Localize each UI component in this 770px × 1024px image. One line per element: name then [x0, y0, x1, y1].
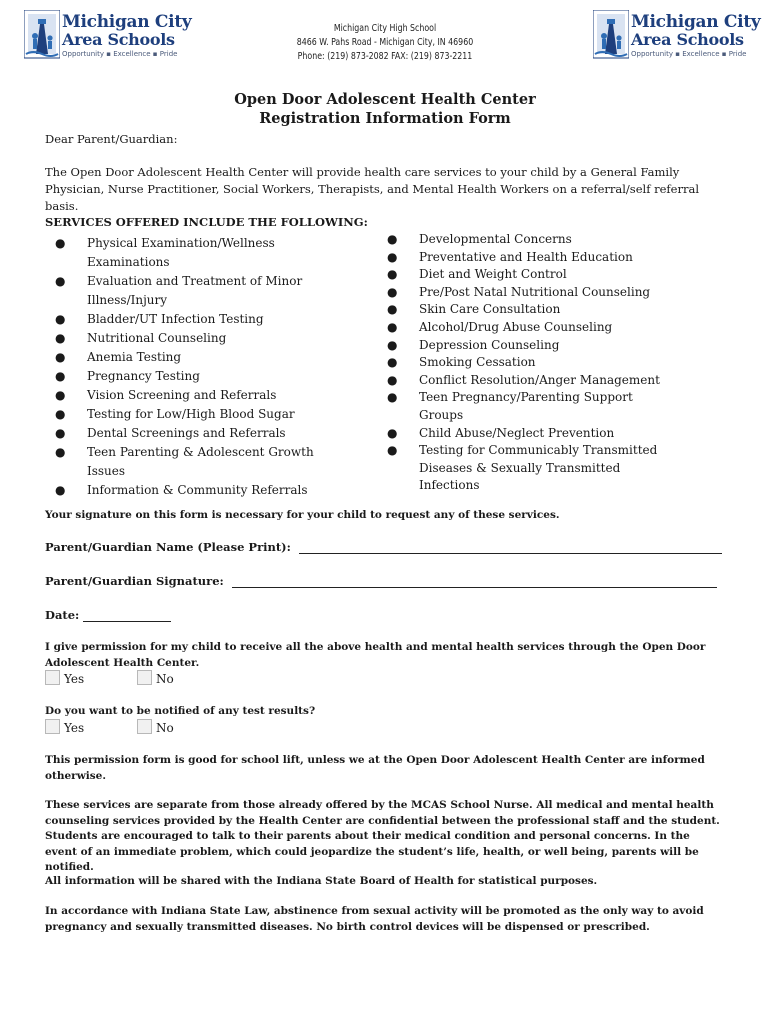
- service-item: [387, 301, 677, 319]
- service-label: Child Abuse/Neglect Prevention: [419, 425, 615, 440]
- service-item: [387, 389, 677, 424]
- bullet-icon: ●: [55, 274, 66, 288]
- service-item: [387, 266, 677, 284]
- permission-question: I give permission for my child to receive all the above health and mental health services through the Open Door Adolescent Health Center.: [45, 641, 706, 669]
- guardian-signature-field[interactable]: [232, 587, 717, 588]
- service-label: Diet and Weight Control: [419, 267, 567, 282]
- logo-name-line1: Michigan City: [62, 12, 192, 32]
- date-label: Date:: [45, 608, 80, 622]
- bullet-icon: ●: [387, 337, 398, 352]
- service-label: Teen Pregnancy/Parenting Support Groups: [419, 390, 633, 422]
- bullet-icon: ●: [387, 284, 398, 299]
- service-label: Dental Screenings and Referrals: [87, 426, 286, 440]
- school-phone: Phone: (219) 873-2082 FAX: (219) 873-2211: [297, 51, 473, 62]
- service-label: Bladder/UT Infection Testing: [87, 312, 264, 326]
- permission-no-label: No: [156, 672, 174, 686]
- permission-yes-label: Yes: [64, 672, 85, 686]
- bullet-icon: ●: [55, 331, 66, 345]
- logo-tagline: Opportunity ▪ Excellence ▪ Pride: [631, 50, 747, 58]
- service-label: Physical Examination/Wellness Examinations: [87, 236, 275, 269]
- abstinence-paragraph: In accordance with Indiana State Law, abstinence from sexual activity will be promoted as the only way to avoid pregnancy and sexually transmitted diseases. No birth control devices will be dispensed or prescribed.: [45, 905, 704, 933]
- service-label: Information & Community Referrals: [87, 483, 308, 497]
- bullet-icon: ●: [387, 249, 398, 264]
- logo-name-line1: Michigan City: [631, 12, 761, 32]
- service-item: [387, 284, 677, 302]
- service-item: [387, 337, 677, 355]
- school-name: Michigan City High School: [333, 23, 437, 34]
- service-label: Anemia Testing: [87, 350, 182, 364]
- school-address: 8466 W. Pahs Road - Michigan City, IN 46960: [296, 37, 474, 48]
- service-item: [387, 372, 677, 390]
- bullet-icon: ●: [55, 312, 66, 326]
- service-item: [387, 354, 677, 372]
- bullet-icon: ●: [55, 445, 66, 459]
- permission-no-option[interactable]: [137, 670, 174, 686]
- logo-tagline: Opportunity ▪ Excellence ▪ Pride: [62, 50, 178, 58]
- bullet-icon: ●: [387, 302, 398, 317]
- notify-no-option[interactable]: [137, 719, 174, 735]
- bullet-icon: ●: [387, 319, 398, 334]
- service-item: [55, 348, 345, 367]
- service-label: Developmental Concerns: [419, 232, 572, 246]
- service-item: [387, 231, 677, 249]
- permission-validity-paragraph: This permission form is good for school lift, unless we at the Open Door Adolescent Health Center are informed otherwise.: [45, 754, 705, 782]
- service-label: Pregnancy Testing: [87, 369, 200, 383]
- bullet-icon: ●: [387, 355, 398, 370]
- lighthouse-logo-icon: [593, 10, 629, 60]
- permission-no-checkbox[interactable]: [137, 670, 152, 685]
- services-heading: SERVICES OFFERED INCLUDE THE FOLLOWING:: [45, 215, 368, 229]
- guardian-signature-label: Parent/Guardian Signature:: [45, 574, 224, 588]
- service-label: Pre/Post Natal Nutritional Counseling: [419, 284, 651, 299]
- service-label: Conflict Resolution/Anger Management: [419, 372, 660, 387]
- permission-yes-checkbox[interactable]: [45, 670, 60, 685]
- service-label: Skin Care Consultation: [419, 302, 561, 317]
- confidentiality-paragraph: These services are separate from those already offered by the MCAS School Nurse. All medical and mental health counseling services provided by the Health Center are confidential between the professional staff and the student. Students are encouraged to talk to their parents about their medical condition and personal concerns. In the event of an immediate problem, which could jeopardize the student’s life, health, or well being, parents will be notified.: [45, 799, 720, 873]
- bullet-icon: ●: [55, 388, 66, 402]
- service-item: [387, 425, 677, 443]
- services-list-right: [387, 231, 677, 495]
- district-logo-right: [593, 8, 761, 63]
- bullet-icon: ●: [387, 267, 398, 282]
- service-item: [55, 367, 345, 386]
- service-label: Testing for Communicably Transmitted Diseases & Sexually Transmitted Infections: [419, 443, 658, 493]
- bullet-icon: ●: [55, 426, 66, 440]
- service-item: [387, 249, 677, 267]
- permission-yes-option[interactable]: [45, 670, 84, 686]
- service-label: Vision Screening and Referrals: [87, 388, 277, 402]
- service-item: [55, 424, 345, 443]
- logo-name-line2: Area Schools: [62, 30, 175, 49]
- service-item: [387, 442, 677, 495]
- form-title: [0, 90, 770, 128]
- service-label: Alcohol/Drug Abuse Counseling: [419, 319, 613, 334]
- service-label: Nutritional Counseling: [87, 331, 227, 345]
- intro-paragraph: The Open Door Adolescent Health Center will provide health care services to your child by a General Family Physician, Nurse Practitioner, Social Workers, Therapists, and Mental Health Workers on a referral/self referral basis.: [45, 165, 699, 213]
- notify-no-checkbox[interactable]: [137, 719, 152, 734]
- service-item: [55, 310, 345, 329]
- bullet-icon: ●: [55, 483, 66, 497]
- date-field[interactable]: [83, 621, 171, 622]
- service-label: Smoking Cessation: [419, 355, 536, 370]
- notify-no-label: No: [156, 721, 174, 735]
- bullet-icon: ●: [387, 425, 398, 440]
- service-item: [55, 386, 345, 405]
- salutation: Dear Parent/Guardian:: [45, 132, 178, 146]
- service-item: [55, 481, 345, 500]
- bullet-icon: ●: [55, 369, 66, 383]
- service-label: Evaluation and Treatment of Minor Illness/Injury: [87, 274, 303, 307]
- bullet-icon: ●: [55, 407, 66, 421]
- service-item: [55, 272, 345, 310]
- notify-yes-option[interactable]: [45, 719, 84, 735]
- signature-note: Your signature on this form is necessary for your child to request any of these services.: [45, 509, 560, 521]
- notify-yes-checkbox[interactable]: [45, 719, 60, 734]
- bullet-icon: ●: [387, 443, 398, 458]
- service-label: Testing for Low/High Blood Sugar: [87, 407, 295, 421]
- services-list-left: [55, 234, 345, 500]
- service-item: [55, 234, 345, 272]
- bullet-icon: ●: [55, 350, 66, 364]
- service-label: Preventative and Health Education: [419, 249, 633, 264]
- service-label: Teen Parenting & Adolescent Growth Issues: [87, 445, 314, 478]
- form-title-line2: Registration Information Form: [259, 110, 511, 127]
- service-item: [387, 319, 677, 337]
- bullet-icon: ●: [55, 236, 66, 250]
- bullet-icon: ●: [387, 390, 398, 405]
- bullet-icon: ●: [387, 372, 398, 387]
- service-label: Depression Counseling: [419, 337, 560, 352]
- notify-question: Do you want to be notified of any test results?: [45, 705, 316, 717]
- bullet-icon: ●: [387, 232, 398, 246]
- service-item: [55, 405, 345, 424]
- service-item: [55, 443, 345, 481]
- service-item: [55, 329, 345, 348]
- guardian-name-field[interactable]: [299, 553, 722, 554]
- form-title-line1: Open Door Adolescent Health Center: [234, 91, 536, 108]
- logo-name-line2: Area Schools: [631, 30, 744, 49]
- guardian-name-label: Parent/Guardian Name (Please Print):: [45, 540, 291, 554]
- statistics-paragraph: All information will be shared with the Indiana State Board of Health for statistical purposes.: [45, 875, 598, 887]
- notify-yes-label: Yes: [64, 721, 85, 735]
